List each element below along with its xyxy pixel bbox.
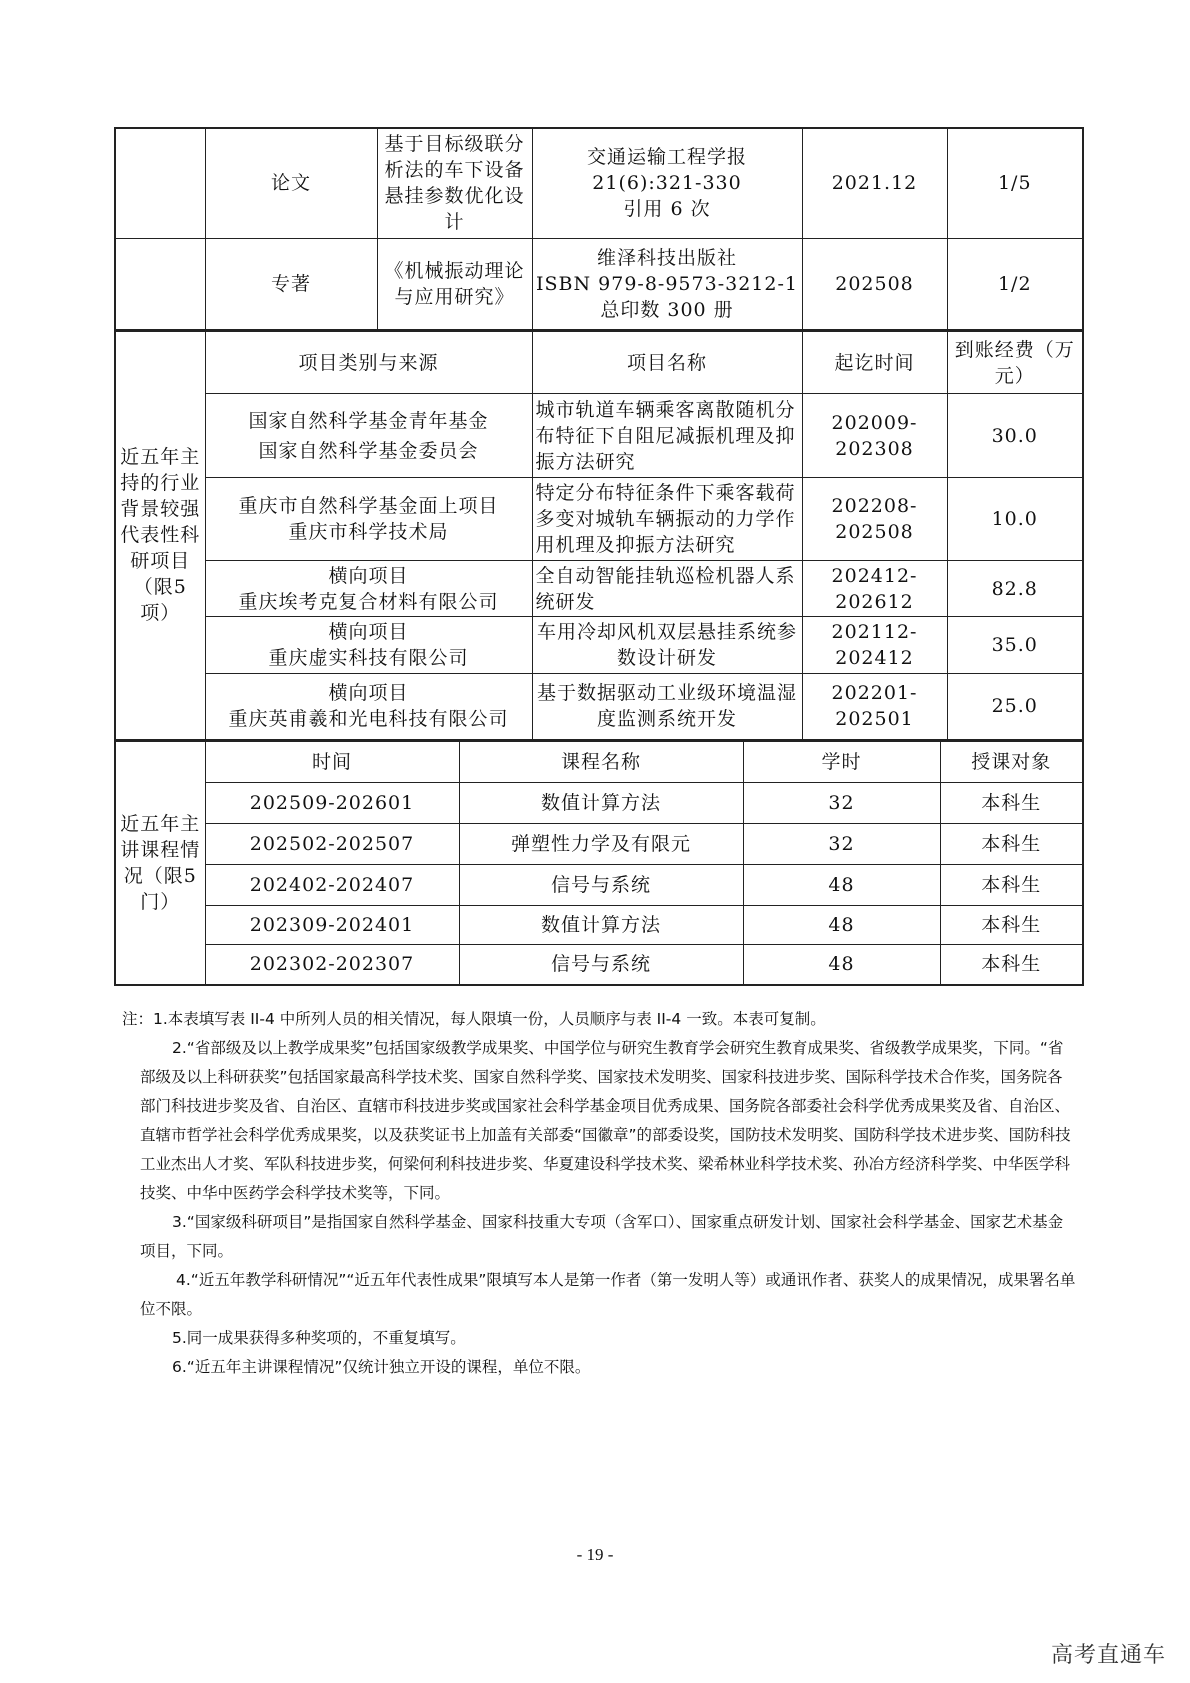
column-header: 项目名称 (532, 332, 802, 394)
table-row (115, 782, 1083, 823)
projects-table (114, 331, 1084, 741)
course-target: 本科生 (940, 864, 1083, 905)
course-target: 本科生 (940, 905, 1083, 944)
project-name: 全自动智能挂轨巡检机器人系统研发 (532, 561, 802, 617)
pub-title: 基于目标级联分析法的车下设备悬挂参数优化设计 (377, 128, 532, 238)
course-name: 数值计算方法 (459, 905, 743, 944)
note-item: 5.同一成果获得多种奖项的，不重复填写。 (172, 1329, 466, 1347)
course-hours: 32 (743, 782, 940, 823)
project-source: 横向项目 重庆埃考克复合材料有限公司 (205, 561, 532, 617)
table-row (115, 128, 1083, 238)
column-header: 时间 (205, 741, 459, 782)
project-source: 横向项目 重庆英甫羲和光电科技有限公司 (205, 674, 532, 740)
courses-header-row (115, 741, 1083, 782)
column-header: 起讫时间 (802, 332, 947, 394)
pub-rank: 1/2 (947, 238, 1083, 330)
project-fund: 35.0 (947, 617, 1083, 674)
table-row (115, 617, 1083, 674)
project-fund: 82.8 (947, 561, 1083, 617)
course-time: 202509-202601 (205, 782, 459, 823)
project-period: 202201-202501 (802, 674, 947, 740)
pub-date: 2021.12 (802, 128, 947, 238)
project-name: 城市轨道车辆乘客离散随机分布特征下自阻尼减振机理及抑振方法研究 (532, 394, 802, 478)
projects-header-row (115, 332, 1083, 394)
courses-side-label: 近五年主讲课程情况（限5门） (115, 741, 205, 985)
column-header: 授课对象 (940, 741, 1083, 782)
watermark: 高考直通车 (1050, 1643, 1166, 1668)
courses-table (114, 741, 1084, 987)
project-name: 特定分布特征条件下乘客载荷多变对城轨车辆振动的力学作用机理及抑振方法研究 (532, 478, 802, 561)
course-target: 本科生 (940, 823, 1083, 864)
project-fund: 30.0 (947, 394, 1083, 478)
table-row (115, 238, 1083, 330)
project-source: 重庆市自然科学基金面上项目 重庆市科学技术局 (205, 478, 532, 561)
column-header: 项目类别与来源 (205, 332, 532, 394)
course-name: 弹塑性力学及有限元 (459, 823, 743, 864)
course-name: 信号与系统 (459, 944, 743, 985)
projects-side-label: 近五年主持的行业背景较强代表性科研项目（限5项） (115, 332, 205, 740)
project-fund: 10.0 (947, 478, 1083, 561)
pub-venue: 维泽科技出版社 ISBN 979-8-9573-3212-1 总印数 300 册 (532, 238, 802, 330)
record-sheet (114, 127, 1082, 986)
course-time: 202402-202407 (205, 864, 459, 905)
course-time: 202302-202307 (205, 944, 459, 985)
table-row (115, 561, 1083, 617)
course-name: 信号与系统 (459, 864, 743, 905)
note-item: 2.“省部级及以上教学成果奖”包括国家级教学成果奖、中国学位与研究生教育学会研究生教育成果奖、省级教学成果奖，下同。“省部级及以上科研获奖”包括国家最高科学技术奖、国家自然科学奖、国家技术发明奖、国家科技进步奖、国际科学技术合作奖，国务院各部门科技进步奖及省、自治区、直辖市科技进步奖或国家社会科学基金项目优秀成果、国务院各部委社会科学优秀成果奖及省、自治区、直辖市哲学社会科学优秀成果奖，以及获奖证书上加盖有关部委“国徽章”的部委设奖，国防技术发明奖、国防科学技术进步奖、国防科技工业杰出人才奖、军队科技进步奖，何梁何利科技进步奖、华夏建设科学技术奖、梁希林业科学技术奖、孙冶方经济科学奖、中华医学科技奖、中华中医药学会科学技术奖等，下同。 (140, 1039, 1071, 1202)
note-item: 注：1.本表填写表 II-4 中所列人员的相关情况，每人限填一份，人员顺序与表 II-4 一致。本表可复制。 (122, 1010, 826, 1028)
pub-title: 《机械振动理论与应用研究》 (377, 238, 532, 330)
course-time: 202309-202401 (205, 905, 459, 944)
column-header: 学时 (743, 741, 940, 782)
pub-date: 202508 (802, 238, 947, 330)
pub-venue: 交通运输工程学报 21(6):321-330 引用 6 次 (532, 128, 802, 238)
project-period: 202412-202612 (802, 561, 947, 617)
note-item: 6.“近五年主讲课程情况”仅统计独立开设的课程，单位不限。 (172, 1358, 591, 1376)
project-source: 横向项目 重庆虚实科技有限公司 (205, 617, 532, 674)
pub-type: 论文 (205, 128, 377, 238)
table-row (115, 478, 1083, 561)
project-period: 202208-202508 (802, 478, 947, 561)
table-row (115, 394, 1083, 478)
project-source: 国家自然科学基金青年基金 国家自然科学基金委员会 (205, 394, 532, 478)
table-row (115, 944, 1083, 985)
project-period: 202009-202308 (802, 394, 947, 478)
table-row (115, 674, 1083, 740)
project-name: 车用冷却风机双层悬挂系统参数设计研发 (532, 617, 802, 674)
table-row (115, 823, 1083, 864)
page-number: - 19 - (576, 1545, 614, 1564)
table-row (115, 905, 1083, 944)
course-target: 本科生 (940, 782, 1083, 823)
course-hours: 48 (743, 944, 940, 985)
pub-rank: 1/5 (947, 128, 1083, 238)
table-row (115, 864, 1083, 905)
footnotes (122, 1005, 1078, 1382)
course-name: 数值计算方法 (459, 782, 743, 823)
pub-type: 专著 (205, 238, 377, 330)
course-target: 本科生 (940, 944, 1083, 985)
column-header: 课程名称 (459, 741, 743, 782)
course-hours: 48 (743, 905, 940, 944)
project-name: 基于数据驱动工业级环境温湿度监测系统开发 (532, 674, 802, 740)
project-fund: 25.0 (947, 674, 1083, 740)
publications-table (114, 127, 1084, 331)
course-hours: 32 (743, 823, 940, 864)
column-header: 到账经费（万元） (947, 332, 1083, 394)
course-time: 202502-202507 (205, 823, 459, 864)
note-item: 4.“近五年教学科研情况”“近五年代表性成果”限填写本人是第一作者（第一发明人等）或通讯作者、获奖人的成果情况，成果署名单位不限。 (140, 1271, 1076, 1318)
note-item: 3.“国家级科研项目”是指国家自然科学基金、国家科技重大专项（含军口）、国家重点研发计划、国家社会科学基金、国家艺术基金项目，下同。 (140, 1213, 1064, 1260)
course-hours: 48 (743, 864, 940, 905)
project-period: 202112-202412 (802, 617, 947, 674)
